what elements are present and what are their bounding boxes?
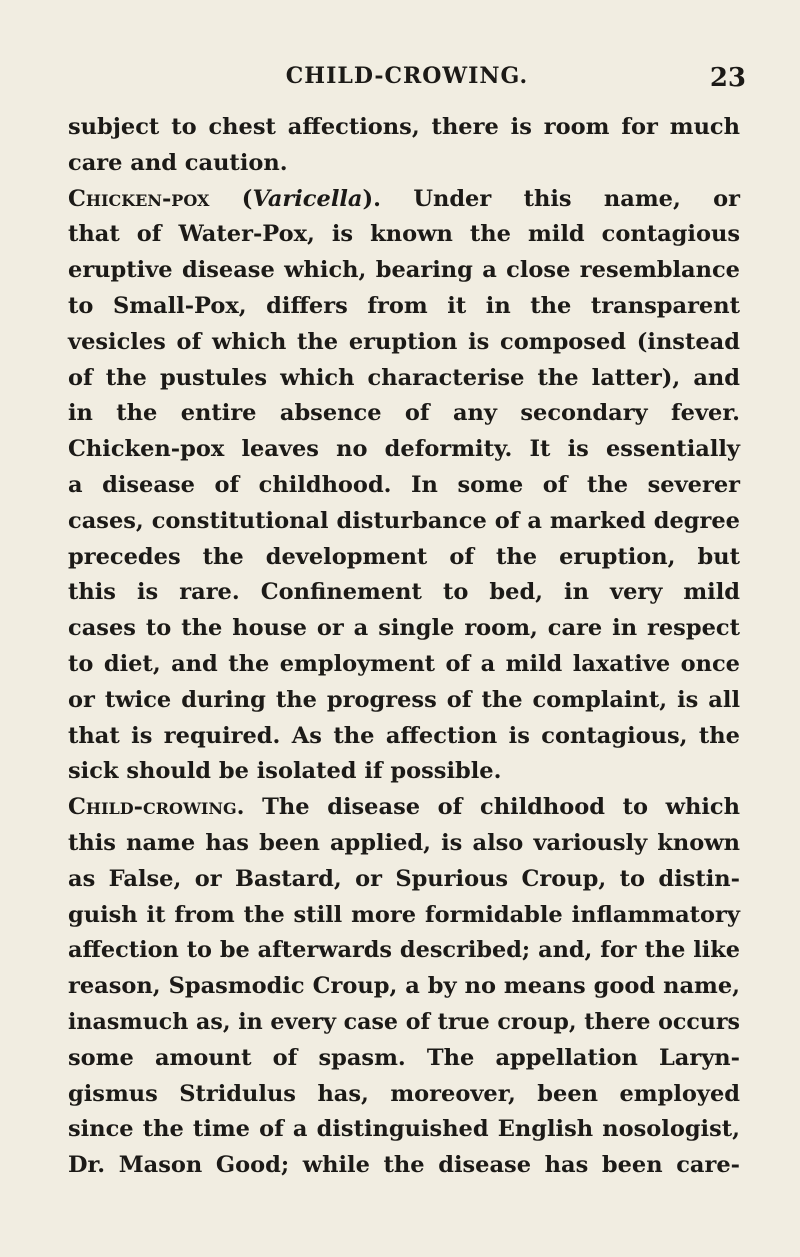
text-line: reason, Spasmodic Croup, a by no means good name, xyxy=(68,973,740,1000)
running-head: CHILD-CROWING. xyxy=(285,63,529,89)
text-line: to Small-Pox, differs from it in the transparent xyxy=(68,292,740,319)
text-line-child-crowing-heading xyxy=(68,790,740,826)
text-line: eruptive disease which, bearing a close resemblance xyxy=(68,257,740,284)
text-line: cases, constitutional disturbance of a marked degree xyxy=(68,507,740,534)
text-line: affection to be afterwards described; and, for the like xyxy=(68,937,740,964)
paren-close: ). xyxy=(362,185,414,212)
text-line: this is rare. Confinement to bed, in very mild xyxy=(68,579,740,606)
text-line: Chicken-pox leaves no deformity. It is essentially xyxy=(68,436,740,463)
page-header xyxy=(68,63,746,103)
text-line: in the entire absence of any secondary fever. xyxy=(68,400,740,427)
text-line: sick should be isolated if possible. xyxy=(68,758,502,785)
text-line: some amount of spasm. The appellation Laryn- xyxy=(68,1044,740,1071)
text-line: cases to the house or a single room, care in respect xyxy=(68,615,740,642)
text-line: gismus Stridulus has, moreover, been employed xyxy=(68,1080,740,1107)
text-line: since the time of a distinguished English nosologist, xyxy=(68,1116,740,1143)
text-line: guish it from the still more formidable inflammatory xyxy=(68,901,740,928)
text-line: inasmuch as, in every case of true croup, there occurs xyxy=(68,1008,740,1035)
text-line: Dr. Mason Good; while the disease has been care- xyxy=(68,1152,740,1179)
text-line: to diet, and the employment of a mild laxative once xyxy=(68,650,740,677)
text-line: as False, or Bastard, or Spurious Croup, to distin- xyxy=(68,865,740,892)
text-line: vesicles of which the eruption is composed (instead xyxy=(68,328,740,355)
text-line-fragment: Under this name, or xyxy=(413,185,741,212)
text-line: of the pustules which characterise the latter), and xyxy=(68,364,740,391)
text-line: or twice during the progress of the complaint, is all xyxy=(68,686,740,713)
text-line: that of Water-Pox, is known the mild contagious xyxy=(68,221,740,248)
page-number: 23 xyxy=(709,63,746,93)
text-line: care and caution. xyxy=(68,149,288,176)
body-text xyxy=(68,110,740,1184)
paren-open: ( xyxy=(209,185,253,212)
text-line: that is required. As the affection is contagious, the xyxy=(68,722,740,749)
section-heading-chicken-pox: Chicken-pox xyxy=(68,185,210,212)
text-line: precedes the development of the eruption, but xyxy=(68,543,740,570)
text-line: this name has been applied, is also variously known xyxy=(68,829,740,856)
varicella-term: Varicella xyxy=(252,185,363,212)
section-heading-child-crowing: Child-crowing. xyxy=(68,794,245,821)
text-line: subject to chest affections, there is room for much xyxy=(68,114,740,140)
text-line-chicken-pox-heading xyxy=(68,182,740,218)
text-line-fragment: The disease of childhood to which xyxy=(262,794,740,821)
text-line: a disease of childhood. In some of the severer xyxy=(68,471,740,498)
